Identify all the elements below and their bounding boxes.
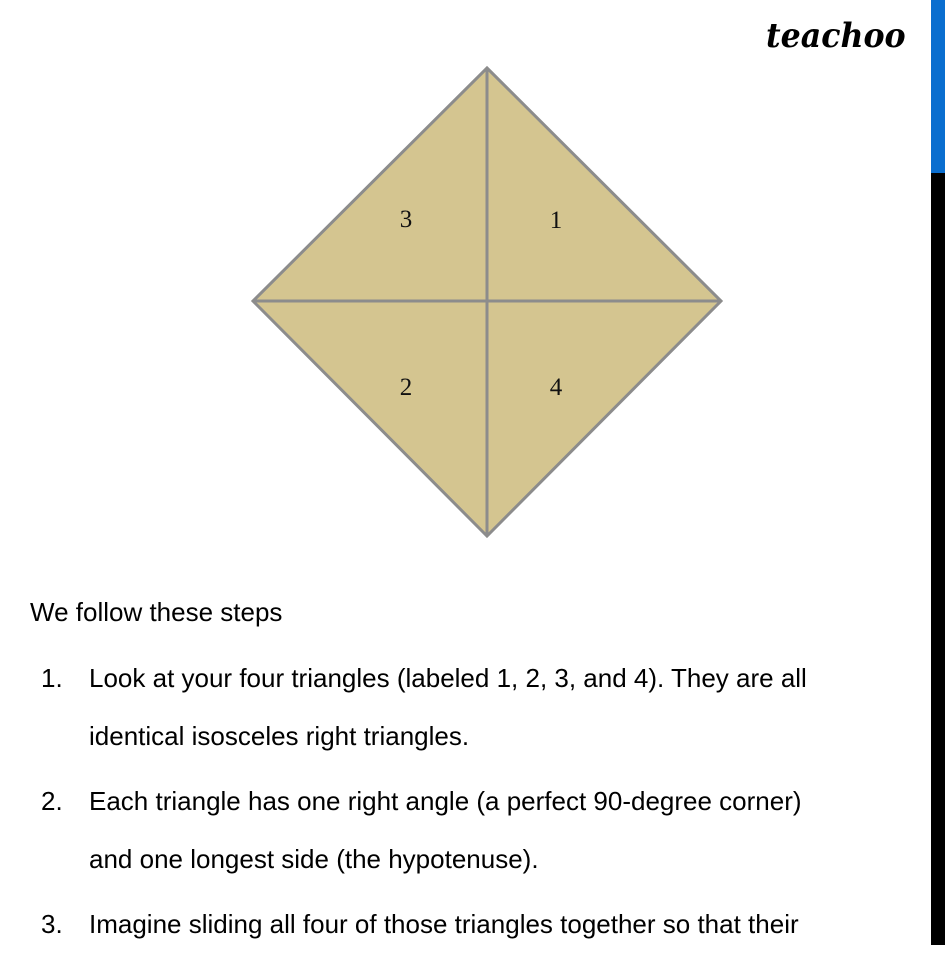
step-line: Imagine sliding all four of those triangles together so that their xyxy=(89,909,799,939)
step-text xyxy=(89,772,909,888)
step-line: Look at your four triangles (labeled 1, 2, 3, and 4). They are all xyxy=(89,663,807,693)
step-line: identical isosceles right triangles. xyxy=(89,721,470,751)
step-line: and one longest side (the hypotenuse). xyxy=(89,844,539,874)
teachoo-logo: teachoo xyxy=(766,16,906,56)
triangle-label-4: 4 xyxy=(549,374,563,401)
step-text xyxy=(89,895,909,953)
step-text xyxy=(89,649,909,765)
step-line: Each triangle has one right angle (a perfect 90-degree corner) xyxy=(89,786,802,816)
step-number: 3. xyxy=(41,909,63,939)
intro-text: We follow these steps xyxy=(30,597,283,627)
side-bar xyxy=(931,0,945,945)
triangle-label-3: 3 xyxy=(399,206,413,233)
triangle-label-2: 2 xyxy=(399,374,413,401)
step-number: 2. xyxy=(41,786,63,816)
side-bar-accent xyxy=(931,0,945,173)
step-number: 1. xyxy=(41,663,63,693)
triangle-label-1: 1 xyxy=(549,207,563,234)
